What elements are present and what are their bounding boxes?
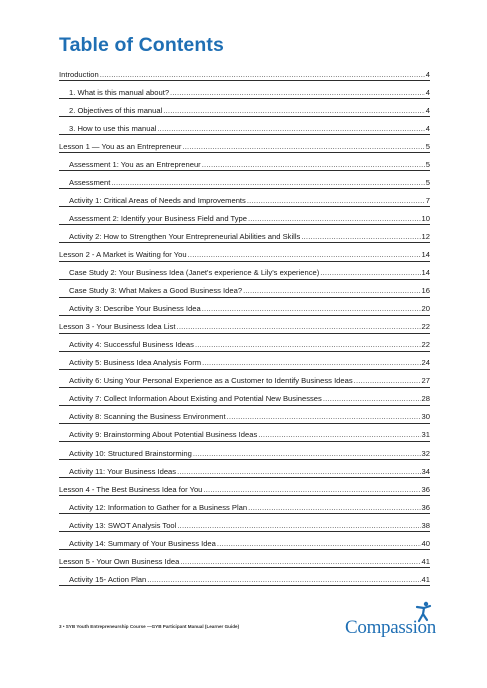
toc-entry[interactable] [59,334,430,352]
toc-entry-page-number: 32 [421,448,430,458]
toc-entry-label: Lesson 4 - The Best Business Idea for You [59,484,203,494]
toc-entry[interactable] [59,388,430,406]
toc-leader-dots [227,412,421,421]
toc-entry-label: Lesson 3 - Your Business Idea List [59,322,176,332]
toc-entry-page-number: 14 [421,250,430,260]
toc-entry[interactable] [59,316,430,334]
toc-entry[interactable] [59,171,430,189]
toc-entry-page-number: 27 [421,376,430,386]
toc-leader-dots [147,575,420,584]
toc-entry-page-number: 24 [421,358,430,368]
toc-entry-page-number: 12 [421,231,430,241]
toc-entry-label: Activity 14: Summary of Your Business Idea [69,538,216,548]
toc-entry[interactable] [59,99,430,117]
toc-leader-dots [188,250,421,259]
page-footer: 3 • SYB Youth Entrepreneurship Course —GYB Participant Manual (Learner Guide) [59,624,240,629]
toc-entry-label: Activity 11: Your Business Ideas [69,466,177,476]
toc-entry-label: Lesson 5 - Your Own Business Idea [59,556,180,566]
toc-leader-dots [177,322,421,331]
toc-entry[interactable] [59,189,430,207]
toc-entry-label: Activity 9: Brainstorming About Potential Business Ideas [69,430,258,440]
toc-entry-page-number: 40 [421,538,430,548]
toc-entry-page-number: 36 [421,502,430,512]
toc-entry-page-number: 4 [425,123,430,133]
toc-entry-label: Activity 2: How to Strengthen Your Entrepreneurial Abilities and Skills [69,231,301,241]
toc-leader-dots [248,214,421,223]
toc-entry-label: Case Study 2: Your Business Idea (Janet's experience & Lily's experience) [69,268,320,278]
toc-entry[interactable] [59,568,430,586]
toc-entry-page-number: 30 [421,412,430,422]
toc-entry[interactable] [59,280,430,298]
toc-entry[interactable] [59,207,430,225]
toc-entry[interactable] [59,63,430,81]
toc-leader-dots [202,358,420,367]
toc-entry-label: Activity 3: Describe Your Business Idea [69,304,201,314]
toc-entry[interactable] [59,424,430,442]
toc-leader-dots [170,88,425,97]
toc-leader-dots [247,196,425,205]
toc-entry-page-number: 22 [421,322,430,332]
toc-entry[interactable] [59,478,430,496]
toc-entry[interactable] [59,352,430,370]
toc-entry-label: Activity 15- Action Plan [69,574,147,584]
toc-entry-page-number: 38 [421,520,430,530]
toc-leader-dots [202,304,421,313]
toc-entry[interactable] [59,442,430,460]
toc-entry[interactable] [59,370,430,388]
toc-leader-dots [202,160,425,169]
toc-leader-dots [111,178,424,187]
toc-entry-page-number: 10 [421,213,430,223]
toc-entry-page-number: 20 [421,304,430,314]
toc-entry-page-number: 4 [425,69,430,79]
toc-leader-dots [177,521,420,530]
toc-entry[interactable] [59,243,430,261]
toc-entry-label: Activity 7: Collect Information About Existing and Potential New Businesses [69,394,322,404]
toc-leader-dots [248,503,420,512]
toc-entry[interactable] [59,225,430,243]
toc-entry-label: 3. How to use this manual [69,123,157,133]
toc-entry[interactable] [59,532,430,550]
toc-entry-page-number: 34 [421,466,430,476]
toc-entry-page-number: 14 [421,268,430,278]
toc-entry-label: Activity 12: Information to Gather for a Business Plan [69,502,248,512]
toc-entry[interactable] [59,496,430,514]
toc-leader-dots [177,467,420,476]
toc-entry-label: Assessment 2: Identify your Business Field and Type [69,213,247,223]
toc-entry-label: Activity 5: Business Idea Analysis Form [69,358,202,368]
toc-leader-dots [320,268,420,277]
toc-entry-page-number: 41 [421,574,430,584]
toc-leader-dots [182,142,424,151]
toc-leader-dots [157,124,424,133]
toc-entry-page-number: 41 [421,556,430,566]
toc-entry-label: Lesson 2 - A Market is Waiting for You [59,250,187,260]
table-of-contents [59,63,430,586]
toc-entry[interactable] [59,298,430,316]
toc-leader-dots [203,485,420,494]
toc-entry[interactable] [59,153,430,171]
page-title: Table of Contents [59,34,224,56]
toc-entry-page-number: 5 [425,159,430,169]
toc-entry-page-number: 4 [425,87,430,97]
toc-entry-label: Case Study 3: What Makes a Good Business Idea? [69,286,243,296]
toc-leader-dots [323,394,421,403]
toc-entry-label: Assessment [69,177,111,187]
toc-entry-label: Assessment 1: You as an Entrepreneur [69,159,201,169]
toc-leader-dots [243,286,420,295]
toc-entry-page-number: 22 [421,340,430,350]
toc-entry-page-number: 5 [425,141,430,151]
toc-entry[interactable] [59,406,430,424]
toc-entry-label: Lesson 1 — You as an Entrepreneur [59,141,182,151]
toc-entry-page-number: 31 [421,430,430,440]
toc-entry[interactable] [59,262,430,280]
toc-entry-page-number: 28 [421,394,430,404]
toc-leader-dots [180,557,420,566]
toc-entry-page-number: 7 [425,195,430,205]
toc-entry[interactable] [59,117,430,135]
toc-entry[interactable] [59,514,430,532]
toc-entry-page-number: 36 [421,484,430,494]
toc-entry-label: Introduction [59,69,99,79]
toc-entry-label: Activity 13: SWOT Analysis Tool [69,520,177,530]
toc-entry[interactable] [59,550,430,568]
toc-entry-label: Activity 4: Successful Business Ideas [69,340,194,350]
toc-leader-dots [163,106,424,115]
toc-entry[interactable] [59,460,430,478]
toc-entry-page-number: 4 [425,105,430,115]
toc-entry[interactable] [59,81,430,99]
toc-leader-dots [258,430,420,439]
toc-entry-label: Activity 6: Using Your Personal Experience as a Customer to Identify Business Ideas [69,376,353,386]
toc-leader-dots [217,539,421,548]
toc-entry-page-number: 16 [421,286,430,296]
toc-entry-label: 1. What is this manual about? [69,87,170,97]
toc-entry-label: Activity 8: Scanning the Business Environment [69,412,226,422]
toc-entry-label: Activity 1: Critical Areas of Needs and Improvements [69,195,246,205]
toc-entry-page-number: 5 [425,177,430,187]
toc-entry-label: Activity 10: Structured Brainstorming [69,448,192,458]
toc-leader-dots [195,340,421,349]
toc-leader-dots [354,376,421,385]
compassion-logo-text: Compassion [345,617,436,638]
toc-entry-label: 2. Objectives of this manual [69,105,163,115]
toc-entry[interactable] [59,135,430,153]
toc-leader-dots [193,449,421,458]
toc-leader-dots [301,232,420,241]
toc-leader-dots [100,70,425,79]
